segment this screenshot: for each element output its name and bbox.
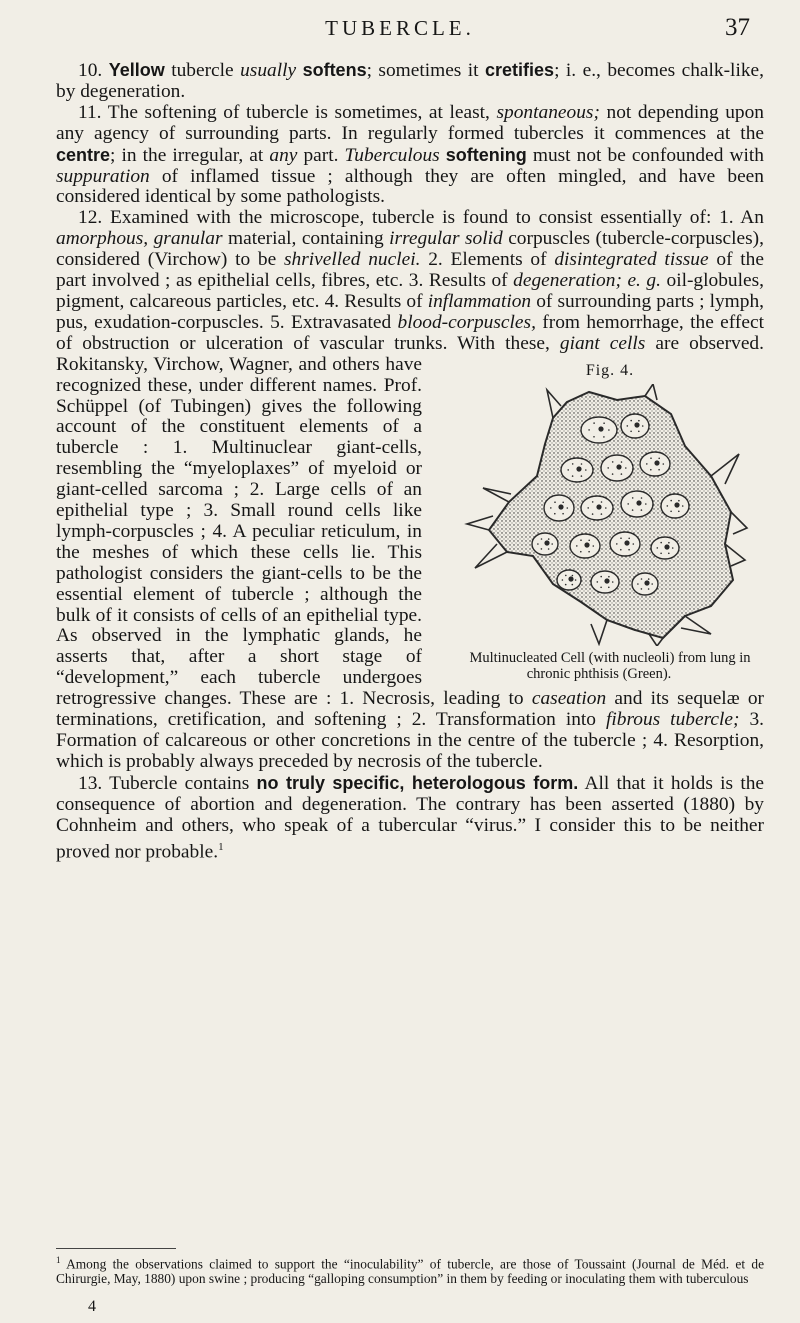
nucleolus <box>664 544 669 549</box>
chromatin-dot <box>638 419 640 421</box>
nucleolus <box>616 464 621 469</box>
chromatin-dot <box>567 507 569 509</box>
chromatin-dot <box>630 430 632 432</box>
italic-term: degeneration; e. g. <box>513 270 661 292</box>
chromatin-dot <box>648 578 650 580</box>
paragraph-number: 12. <box>78 207 103 229</box>
chromatin-dot <box>608 586 610 588</box>
footnote-mark: 1 <box>56 1255 61 1265</box>
chromatin-dot <box>641 509 643 511</box>
chromatin-dot <box>678 499 680 501</box>
chromatin-dot <box>587 507 589 509</box>
paragraph-number: 10. <box>78 60 103 81</box>
chromatin-dot <box>607 467 609 469</box>
nucleolus <box>576 466 581 471</box>
chromatin-dot <box>605 507 607 509</box>
chromatin-dot <box>670 510 672 512</box>
text-run: part. <box>303 144 339 166</box>
nucleolus <box>598 426 603 431</box>
chromatin-dot <box>670 499 672 501</box>
chromatin-dot <box>537 543 539 545</box>
nucleolus <box>584 542 589 547</box>
chromatin-dot <box>645 503 647 505</box>
text-run: not depending upon any agency of surrounding parts. In regularly formed tubercles it commences at the <box>56 101 765 144</box>
italic-term: spontaneous; <box>496 101 600 123</box>
chromatin-dot <box>658 457 660 459</box>
paragraph-10 <box>56 60 764 103</box>
italic-term: caseation <box>531 688 607 710</box>
chromatin-dot <box>593 436 595 438</box>
multinucleated-cell-illustration <box>449 384 749 646</box>
chromatin-dot <box>541 538 543 540</box>
text-run: from hemorrhage, the effect of obstruction or ulceration of vascular trunks. With these, <box>56 311 764 354</box>
chromatin-dot <box>627 503 629 505</box>
nucleolus <box>624 540 629 545</box>
chromatin-dot <box>672 547 674 549</box>
chromatin-dot <box>554 512 556 514</box>
cell-process <box>483 488 511 502</box>
nucleolus <box>634 422 639 427</box>
italic-term: usually <box>240 60 297 81</box>
chromatin-dot <box>620 537 622 539</box>
italic-term: Tuberculous <box>344 144 440 166</box>
bold-term: softening <box>445 144 527 165</box>
chromatin-dot <box>562 579 564 581</box>
chromatin-dot <box>565 583 567 585</box>
text-run: oil-globules, pigment, calcareous particles, etc. 4. Results of <box>56 270 764 312</box>
chromatin-dot <box>628 537 630 539</box>
italic-term: disintegrated tissue <box>554 249 709 271</box>
chromatin-dot <box>572 583 574 585</box>
chromatin-dot <box>633 543 635 545</box>
chromatin-dot <box>657 547 659 549</box>
text-run: ; sometimes it <box>366 60 479 81</box>
chromatin-dot <box>567 469 569 471</box>
running-header <box>0 16 800 44</box>
chromatin-dot <box>608 429 610 431</box>
chromatin-dot <box>621 461 623 463</box>
chromatin-dot <box>641 497 643 499</box>
chromatin-dot <box>658 468 660 470</box>
chromatin-dot <box>660 552 662 554</box>
text-run: corpuscles (tubercle-corpuscles), considered (Virchow) to be <box>56 228 764 271</box>
chromatin-dot <box>550 507 552 509</box>
figure-4 <box>434 361 764 682</box>
nucleolus <box>604 578 609 583</box>
chromatin-dot <box>648 588 650 590</box>
chromatin-dot <box>608 575 610 577</box>
chromatin-dot <box>593 545 595 547</box>
nucleolus <box>674 502 679 507</box>
chromatin-dot <box>650 457 652 459</box>
paragraph-number: 13. <box>78 772 103 794</box>
chromatin-dot <box>562 501 564 503</box>
chromatin-dot <box>572 475 574 477</box>
italic-term: irregular solid <box>389 228 503 250</box>
chromatin-dot <box>627 425 629 427</box>
chromatin-dot <box>637 583 639 585</box>
chromatin-dot <box>638 430 640 432</box>
paragraph-11 <box>56 103 764 209</box>
bold-term: centre <box>56 144 111 165</box>
italic-term: blood-corpuscles, <box>397 311 536 333</box>
chromatin-dot <box>572 463 574 465</box>
chromatin-dot <box>600 575 602 577</box>
text-run: and its sequelæ or terminations, cretification, and softening ; 2. Transformation into <box>56 688 765 731</box>
chromatin-dot <box>548 538 550 540</box>
paragraph-number: 11. <box>78 101 102 123</box>
chromatin-dot <box>548 548 550 550</box>
chromatin-dot <box>642 425 644 427</box>
chromatin-dot <box>625 467 627 469</box>
text-run: All that it holds is the consequence of abortion and degeneration. The contrary has been asserted (1880) by Cohnheim and others, who speak of a tubercular “virus.” I consider this to be neither proved nor probable. <box>56 772 765 862</box>
italic-term: shrivelled nuclei. <box>284 249 421 271</box>
chromatin-dot <box>572 574 574 576</box>
italic-term: inflammation <box>427 290 532 312</box>
chromatin-dot <box>588 550 590 552</box>
chromatin-dot <box>600 586 602 588</box>
chromatin-dot <box>597 581 599 583</box>
cell-process <box>467 516 493 530</box>
page-number: 37 <box>725 14 750 41</box>
nucleolus <box>568 576 573 581</box>
chromatin-dot <box>601 513 603 515</box>
chromatin-dot <box>592 501 594 503</box>
chromatin-dot <box>541 548 543 550</box>
chromatin-dot <box>612 473 614 475</box>
text-run: must not be confounded with <box>532 144 764 166</box>
chromatin-dot <box>581 463 583 465</box>
chromatin-dot <box>660 541 662 543</box>
text-run: of inflamed tissue ; although they are often mingled, and have been considered identical by some pathologists. <box>56 165 764 208</box>
text-run: material, containing <box>228 228 384 250</box>
italic-term: any <box>269 144 298 166</box>
text-run: Examined with the microscope, tubercle is found to consist essentially of: 1. An <box>110 207 764 229</box>
chromatin-dot <box>621 473 623 475</box>
italic-term: fibrous tubercle; <box>605 709 740 731</box>
cell-process <box>731 512 747 534</box>
paragraph-13 <box>56 773 764 863</box>
nucleolus <box>636 500 641 505</box>
text-run: are observed. Rokitansky, Virchow, Wagner, and others have recognized these, under different names. Prof. Schüppel (of Tubingen) gives the following account of the constituent elements of a tubercle : 1. Multinuclear giant-cells, resembling the “myeloplaxes” of myeloid or giant-celled sarcoma ; 2. Large cells of an epithelial type ; 3. Small round cells like lymph-corpuscles ; 4. A peculiar reticulum, in the meshes of which these cells lie. This pathologist considers the giant-cells to be the essential element of tubercle ; although the bulk of it consists of cells of an epithelial type. As observed in the lymphatic glands, he asserts that, after a short stage of “development,” each tubercle undergoes retrogressive changes. These are : 1. Necrosis, leading to <box>56 332 764 710</box>
italic-term: suppuration <box>56 165 150 187</box>
running-title: TUBERCLE. <box>325 16 475 40</box>
italic-term: giant cells <box>559 332 646 354</box>
chromatin-dot <box>641 578 643 580</box>
chromatin-dot <box>585 469 587 471</box>
chromatin-dot <box>581 475 583 477</box>
footnote-reference[interactable]: 1 <box>218 840 224 853</box>
text-run: of the part involved ; as epithelial cells, fibres, etc. 3. Results of <box>56 249 764 292</box>
chromatin-dot <box>551 543 553 545</box>
footnote-text: Among the observations claimed to support the “inoculability” of tubercle, are those of Toussaint (Journal de Méd. et de Chirurgie, May, 1880) upon swine ; producing “galloping consumption” in them by feeding or inoculating them with tuberculous <box>56 1256 765 1286</box>
chromatin-dot <box>663 463 665 465</box>
cell-process <box>681 616 711 634</box>
bold-term: Yellow <box>108 60 165 80</box>
text-run: ; i. e., becomes chalk-like, by degeneration. <box>56 60 764 102</box>
chromatin-dot <box>616 543 618 545</box>
figure-caption: Multinucleated Cell (with nucleoli) from lung in chronic phthisis (Green). <box>469 649 751 682</box>
text-run: tubercle <box>171 60 234 81</box>
chromatin-dot <box>593 422 595 424</box>
nucleolus <box>544 540 549 545</box>
cell-process <box>711 454 739 484</box>
paragraph-12 <box>56 208 764 772</box>
chromatin-dot <box>603 436 605 438</box>
chromatin-dot <box>632 509 634 511</box>
chromatin-dot <box>562 512 564 514</box>
chromatin-dot <box>592 513 594 515</box>
text-run: The softening of tubercle is sometimes, at least, <box>107 101 490 123</box>
chromatin-dot <box>603 422 605 424</box>
nucleolus <box>596 504 601 509</box>
chromatin-dot <box>576 545 578 547</box>
nucleolus <box>558 504 563 509</box>
chromatin-dot <box>612 461 614 463</box>
figure-label: Fig. 4. <box>585 361 635 379</box>
body-text <box>56 60 764 863</box>
text-run: ; in the irregular, at <box>110 144 264 166</box>
signature-mark: 4 <box>88 1298 96 1315</box>
bold-term: no truly specific, heterologous form. <box>256 772 579 793</box>
chromatin-dot <box>651 583 653 585</box>
chromatin-dot <box>630 419 632 421</box>
bold-term: softens <box>302 60 367 80</box>
chromatin-dot <box>668 552 670 554</box>
text-run: 2. Elements of <box>428 249 547 271</box>
chromatin-dot <box>668 541 670 543</box>
chromatin-dot <box>612 581 614 583</box>
chromatin-dot <box>650 468 652 470</box>
italic-term: amorphous, granular <box>56 228 223 250</box>
footnote <box>56 1253 764 1286</box>
nucleolus <box>654 460 659 465</box>
chromatin-dot <box>588 539 590 541</box>
chromatin-dot <box>565 574 567 576</box>
chromatin-dot <box>667 505 669 507</box>
chromatin-dot <box>601 501 603 503</box>
text-run: of surrounding parts ; lymph, pus, exudation-corpuscles. 5. Extravasated <box>56 290 764 333</box>
nucleolus <box>644 580 649 585</box>
chromatin-dot <box>580 539 582 541</box>
chromatin-dot <box>641 588 643 590</box>
footnote-rule <box>56 1248 176 1249</box>
chromatin-dot <box>554 501 556 503</box>
bold-term: cretifies <box>485 60 555 80</box>
chromatin-dot <box>628 548 630 550</box>
chromatin-dot <box>620 548 622 550</box>
text-run: Tubercle contains <box>109 772 250 794</box>
chromatin-dot <box>678 510 680 512</box>
cell-process <box>591 620 607 644</box>
chromatin-dot <box>588 429 590 431</box>
chromatin-dot <box>682 505 684 507</box>
chromatin-dot <box>632 497 634 499</box>
text-run: 3. Formation of calcareous or other concretions in the centre of the tubercle ; 4. Resorption, which is probably always preceded by necrosis of the tubercle. <box>56 709 764 772</box>
chromatin-dot <box>580 550 582 552</box>
chromatin-dot <box>575 579 577 581</box>
chromatin-dot <box>646 463 648 465</box>
